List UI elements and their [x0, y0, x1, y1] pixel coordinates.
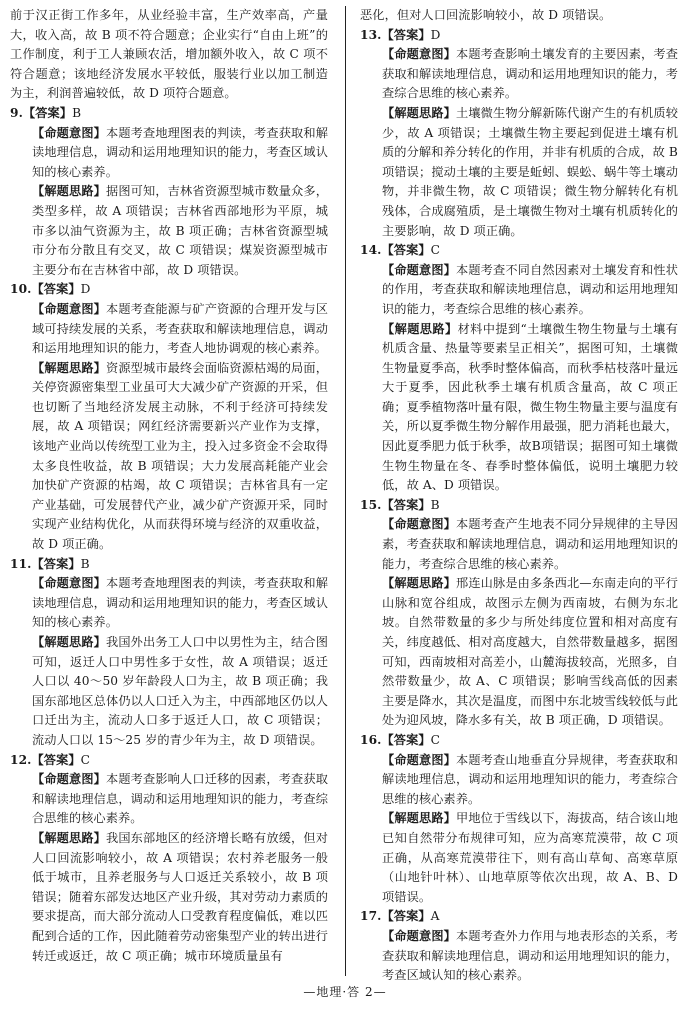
explanation-paragraph — [360, 261, 678, 320]
explanation-paragraph — [360, 104, 678, 241]
answer-line — [10, 751, 328, 771]
paragraph-text: 邢连山脉是由多条西北—东南走向的平行山脉和宽谷组成，故图示左侧为西南坡，右侧为东北坡。自然带数量的多少与所处纬度位置和相对高度有关，纬度越低、相对高度越大，自然带数量越多，据图可知，西南坡相对高差小，山麓海拔较高，光照多，自然带数量少，故 A、C 项错误；影响雪线高低的因素主要是降水，其次是温度，而图中东北坡雪线较低与此处为迎风坡，降水多有关，故 B 项正确，D 项错误。 — [382, 576, 678, 728]
section-tag: 【解题思路】 — [32, 830, 107, 845]
answer-line — [10, 280, 328, 300]
explanation-paragraph — [360, 809, 678, 907]
explanation-paragraph — [360, 574, 678, 731]
left-column — [10, 6, 328, 966]
explanation-paragraph — [360, 320, 678, 496]
answer-tag: 【答案】 — [381, 243, 431, 258]
answer-value: C — [430, 732, 441, 747]
explanation-paragraph — [360, 751, 678, 810]
explanation-paragraph — [10, 633, 328, 751]
paragraph-text: 前于汉正街工作多年，从业经验丰富，生产效率高，产量大，收入高，故 B 项不符合题意；企业实行“自由上班”的工作制度，利于工人兼顾农活，增加额外收入，故 C 项不符合题意；该地经济发展水平较低，服装行业以加工制造为主，利润普遍较低，故 D 项符合题意。 — [10, 8, 328, 101]
question-number: 9. — [10, 105, 23, 120]
column-divider — [345, 6, 346, 976]
paragraph-text: 本题考查能源与矿产资源的合理开发与区域可持续发展的关系，考查获取和解读地理信息，调动和运用地理知识的能力，考查人地协调观的核心素养。 — [32, 301, 328, 356]
page-footer: —地理·答 2— — [303, 985, 387, 999]
answer-line — [360, 26, 678, 46]
explanation-paragraph — [10, 574, 328, 633]
answer-line — [10, 555, 328, 575]
answer-line — [360, 907, 678, 927]
explanation-paragraph — [10, 359, 328, 555]
section-tag: 【解题思路】 — [382, 321, 458, 336]
paragraph-text: 本题考查地理图表的判读，考查获取和解读地理信息，调动和运用地理知识的能力，考查区域认知的核心素养。 — [32, 576, 328, 630]
answer-value: A — [430, 909, 440, 924]
paragraph-text: 土壤微生物分解新陈代谢产生的有机质较少，故 A 项错误；土壤微生物主要起到促进土壤有机质的分解和养分转化的作用，并非有机质的合成，故 B 项错误；搅动土壤的主要是蚯蚓、蜈蚣、蜗牛等土壤动物，并非微生物，故 C 项错误；微生物分解转化有机残体，合成腐殖质，是土壤微生物对土壤有机质转化的主要影响，故 D 项正确。 — [382, 105, 678, 238]
paragraph-text: 我国东部地区的经济增长略有放缓，但对人口回流影响较小，故 A 项错误；农村养老服务一般低于城市，且养老服务与人口返迁关系较小，故 B 项错误；随着东部发达地区产业升级，其对劳动力素质的要求提高，而大部分流动人口受教育程度偏低，难以匹配到合适的工作，因此随着劳动密集型产业的转出进行转迁或返迁，故 C 项正确；城市环境质量虽有 — [32, 830, 328, 963]
section-tag: 【命题意图】 — [32, 576, 107, 591]
section-tag: 【命题意图】 — [382, 47, 457, 62]
answer-value: D — [80, 282, 91, 297]
question-number: 13. — [360, 27, 382, 42]
question-number: 15. — [360, 497, 382, 512]
answer-tag: 【答案】 — [31, 282, 81, 297]
section-tag: 【命题意图】 — [382, 262, 457, 277]
answer-value: C — [80, 752, 91, 767]
explanation-paragraph — [10, 300, 328, 359]
answer-value: C — [430, 243, 441, 258]
section-tag: 【解题思路】 — [382, 105, 457, 120]
answer-line — [10, 104, 328, 124]
answer-tag: 【答案】 — [31, 556, 81, 571]
explanation-paragraph — [10, 829, 328, 966]
answer-value: D — [430, 27, 441, 42]
question-number: 16. — [360, 732, 382, 747]
paragraph-text: 本题考查影响土壤发育的主要因素，考查获取和解读地理信息，调动和运用地理知识的能力，考查综合思维的核心素养。 — [382, 47, 678, 101]
answer-line — [360, 496, 678, 516]
answer-tag: 【答案】 — [381, 909, 431, 924]
paragraph-text: 本题考查山地垂直分异规律，考查获取和解读地理信息，调动和运用地理知识的能力，考查综合思维的核心素养。 — [382, 752, 678, 806]
section-tag: 【命题意图】 — [32, 772, 107, 787]
answer-tag: 【答案】 — [381, 732, 431, 747]
explanation-paragraph — [10, 770, 328, 829]
section-tag: 【解题思路】 — [32, 635, 107, 649]
right-column — [360, 6, 678, 986]
section-tag: 【解题思路】 — [382, 576, 457, 591]
section-tag: 【解题思路】 — [32, 360, 107, 375]
paragraph-text: 本题考查不同自然因素对土壤发育和性状的作用，考查获取和解读地理信息，调动和运用地理知识的能力，考查综合思维的核心素养。 — [382, 262, 678, 316]
section-tag: 【解题思路】 — [32, 184, 107, 199]
answer-line — [360, 731, 678, 751]
paragraph-text: 恶化，但对人口回流影响较小，故 D 项错误。 — [360, 8, 612, 22]
question-number: 14. — [360, 243, 382, 258]
paragraph-text: 本题考查产生地表不同分异规律的主导因素，考查获取和解读地理信息，调动和运用地理知识的能力，考查综合思维的核心素养。 — [382, 517, 678, 571]
question-number: 12. — [10, 752, 32, 767]
section-tag: 【命题意图】 — [32, 125, 107, 140]
explanation-paragraph — [10, 124, 328, 183]
section-tag: 【命题意图】 — [382, 928, 457, 943]
answer-line — [360, 241, 678, 261]
explanation-paragraph — [10, 182, 328, 280]
continued-paragraph — [360, 6, 678, 26]
answer-value: B — [80, 556, 90, 571]
explanation-paragraph — [360, 515, 678, 574]
paragraph-text: 我国外出务工人口中以男性为主，结合图可知，返迁人口中男性多于女性，故 A 项错误；返迁人口以 40～50 岁年龄段人口为主，故 B 项正确；我国东部地区总体仍以人口迁入为主，中西部地区仍以人口迁出为主，流动人口多于返迁人口，故 C 项错误；流动人口以 15～25 岁的青少年为主，故 D 项错误。 — [32, 635, 328, 747]
answer-tag: 【答案】 — [22, 105, 73, 120]
continued-paragraph — [10, 6, 328, 104]
paragraph-text: 甲地位于雪线以下，海拔高，结合该山地已知自然带分布规律可知，应为高寒荒漠带，故 C 项正确，从高寒荒漠带往下，则有高山草甸、高寒草原（山地针叶林）、山地草原等依次出现，故 A、B、D 项错误。 — [382, 811, 678, 904]
section-tag: 【解题思路】 — [382, 811, 457, 826]
answer-value: B — [430, 497, 440, 512]
paragraph-text: 材料中提到“土壤微生物生物量与土壤有机质含量、热量等要素呈正相关”，据图可知，土壤微生物量夏季高，秋季时整体偏高，而秋季枯枝落叶量远大于夏季，因此秋季土壤有机质含量高，故 C 项正确；夏季植物落叶量有限，微生物生物量主要与温度有关，所以夏季微生物分解作用最强，肥力消耗也最大，因此夏季肥力低于秋季，故B项错误；据图可知土壤微生物生物量在冬、春季时整体偏低，说明土壤肥力较低，故 A、D 项错误。 — [382, 321, 679, 493]
paragraph-text: 据图可知，吉林省资源型城市数量众多，类型多样，故 A 项错误；吉林省西部地形为平原，城市多以油气资源为主，故 B 项正确；吉林省资源型城市分布分散且有交叉，故 C 项错误；煤炭资源型城市主要分布在吉林省中部，故 D 项错误。 — [32, 184, 328, 277]
section-tag: 【命题意图】 — [32, 301, 107, 316]
explanation-paragraph — [360, 927, 678, 986]
answer-value: B — [72, 105, 82, 120]
answer-tag: 【答案】 — [381, 27, 431, 42]
paragraph-text: 本题考查影响人口迁移的因素，考查获取和解读地理信息，调动和运用地理知识的能力，考查综合思维的核心素养。 — [32, 772, 328, 826]
section-tag: 【命题意图】 — [382, 752, 457, 767]
paragraph-text: 本题考查地理图表的判读，考查获取和解读地理信息，调动和运用地理知识的能力，考查区域认知的核心素养。 — [32, 125, 328, 179]
question-number: 17. — [360, 909, 382, 924]
answer-tag: 【答案】 — [381, 497, 431, 512]
question-number: 10. — [10, 282, 32, 297]
paragraph-text: 本题考查外力作用与地表形态的关系，考查获取和解读地理信息，调动和运用地理知识的能力，考查区域认知的核心素养。 — [382, 928, 678, 983]
explanation-paragraph — [360, 45, 678, 104]
section-tag: 【命题意图】 — [382, 517, 457, 532]
answer-tag: 【答案】 — [31, 752, 81, 767]
paragraph-text: 资源型城市最终会面临资源枯竭的局面，关停资源密集型工业虽可大大减少矿产资源的开采，但也切断了当地经济发展主动脉，不利于经济可持续发展，故 A 项错误；网红经济需要新兴产业作为支撑，该地产业尚以传统型工业为主，投入过多资金不会取得太多良性收益，故 B 项错误；大力发展高耗能产业会加快矿产资源的枯竭，故 C 项错误；吉林省具有一定产业基础，可发展替代产业，减少矿产资源开采，同时实现产业结构优化，从而获得环境与经济的双重收益，故 D 项正确。 — [32, 360, 328, 552]
question-number: 11. — [10, 556, 32, 571]
